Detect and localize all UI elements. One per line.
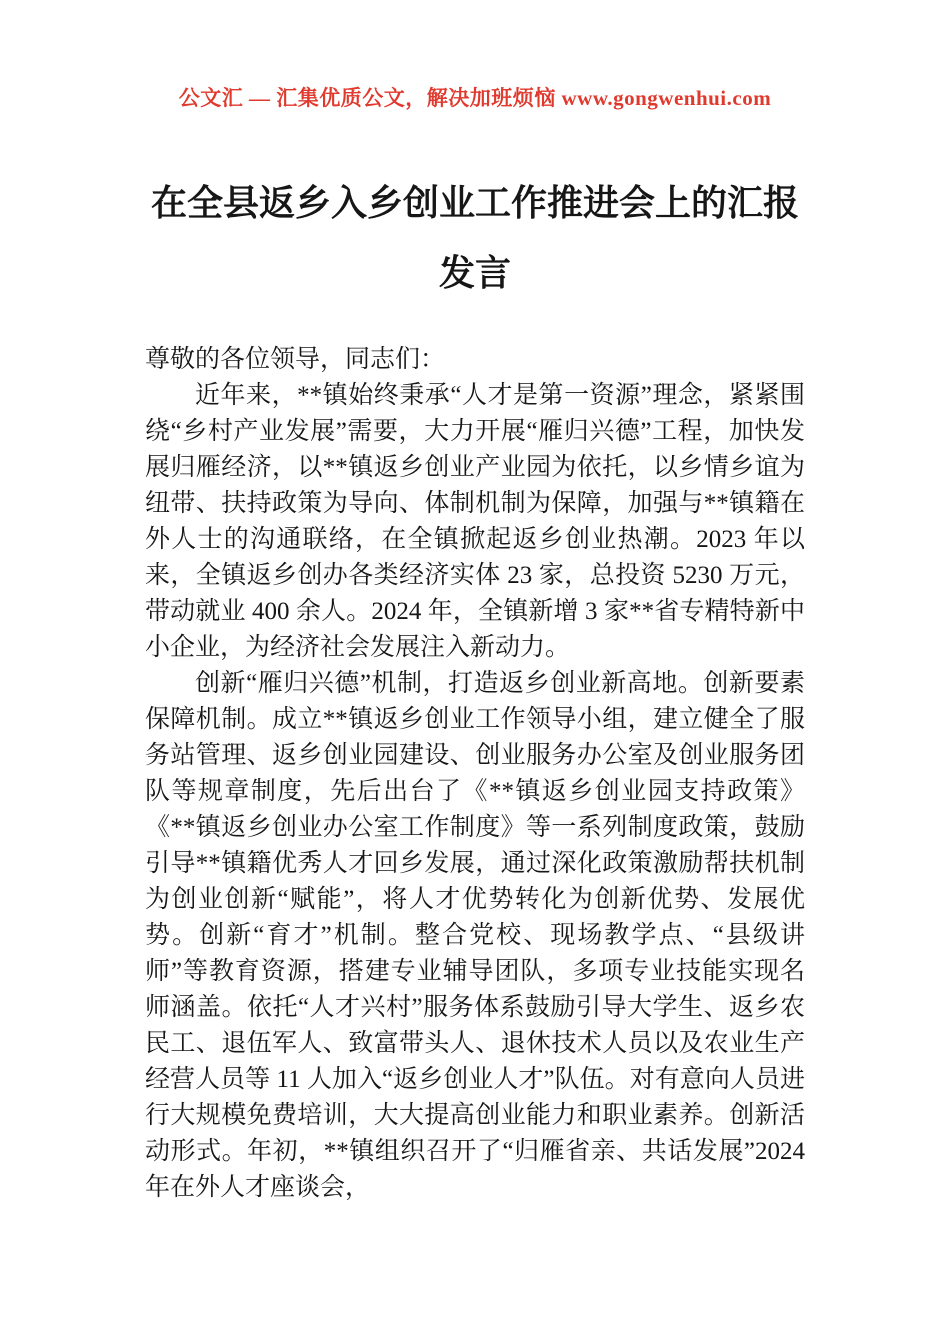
document-title: 在全县返乡入乡创业工作推进会上的汇报发言 (150, 183, 799, 293)
paragraph: 创新“雁归兴德”机制，打造返乡创业新高地。创新要素保障机制。成立**镇返乡创业工作领导小组，建立健全了服务站管理、返乡创业园建设、创业服务办公室及创业服务团队等规章制度，先后出台了《**镇返乡创业园支持政策》《**镇返乡创业办公室工作制度》等一系列制度政策，鼓励引导**镇籍优秀人才回乡发展，通过深化政策激励帮扶机制为创业创新“赋能”，将人才优势转化为创新优势、发展优势。创新“育才”机制。整合党校、现场教学点、“县级讲师”等教育资源，搭建专业辅导团队，多项专业技能实现名师涵盖。依托“人才兴村”服务体系鼓励引导大学生、返乡农民工、退伍军人、致富带头人、退休技术人员以及农业生产经营人员等 11 人加入“返乡创业人才”队伍。对有意向人员进行大规模免费培训，大大提高创业能力和职业素养。创新活动形式。年初，**镇组织召开了“归雁省亲、共话发展”2024 年在外人才座谈会， (145, 670, 805, 1201)
paragraph: 近年来，**镇始终秉承“人才是第一资源”理念，紧紧围绕“乡村产业发展”需要，大力开展“雁归兴德”工程，加快发展归雁经济，以**镇返乡创业产业园为依托，以乡情乡谊为纽带、扶持政策为导向、体制机制为保障，加强与**镇籍在外人士的沟通联络，在全镇掀起返乡创业热潮。2023 年以来，全镇返乡创办各类经济实体 23 家，总投资 5230 万元，带动就业 400 余人。2024 年，全镇新增 3 家**省专精特新中小企业，为经济社会发展注入新动力。 (145, 382, 805, 661)
document-body (145, 342, 805, 1206)
salutation: 尊敬的各位领导，同志们： (145, 346, 446, 373)
site-banner: 公文汇 — 汇集优质公文，解决加班烦恼 www.gongwenhui.com (178, 86, 772, 110)
